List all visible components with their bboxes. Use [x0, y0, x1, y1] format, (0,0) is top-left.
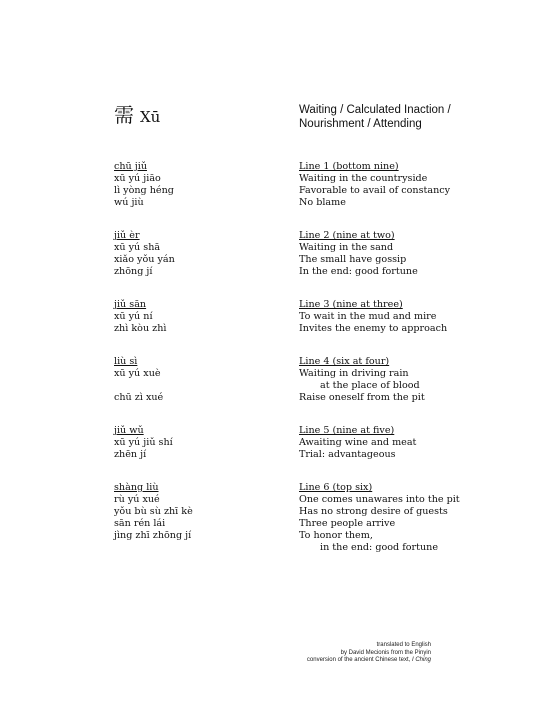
section-3-pinyin-1: xū yú ní	[114, 311, 153, 322]
section-6-english-1: One comes unawares into the pit	[299, 494, 460, 505]
section-2-english-3: In the end: good fortune	[299, 266, 418, 277]
section-4-pinyin-title: liù sì	[114, 356, 138, 367]
section-3-pinyin-2: zhì kòu zhì	[114, 323, 167, 334]
section-5-pinyin-1: xū yú jiǔ shí	[114, 437, 173, 448]
section-1-pinyin-2: lì yòng héng	[114, 185, 174, 196]
hexagram-title	[114, 104, 160, 126]
section-6-english-3: Three people arrive	[299, 518, 396, 529]
section-2-pinyin-3: zhōng jí	[114, 266, 153, 277]
section-1-english-2: Favorable to avail of constancy	[299, 185, 451, 196]
section-1-pinyin-3: wú jiù	[114, 197, 144, 208]
section-2-english-2: The small have gossip	[299, 254, 407, 265]
section-2-pinyin-1: xū yú shā	[114, 242, 161, 253]
hexagram-glyph: 需	[114, 103, 134, 127]
section-4-english-1: Waiting in driving rain	[299, 368, 409, 379]
section-4-english-2: at the place of blood	[320, 380, 420, 391]
section-2-english-1: Waiting in the sand	[299, 242, 394, 253]
credit-line-3	[307, 657, 431, 665]
section-2-pinyin-title: jiǔ èr	[114, 230, 140, 241]
subtitle-line-2: Nourishment / Attending	[299, 118, 422, 130]
section-2-line-title: Line 2 (nine at two)	[299, 230, 395, 241]
section-3-english-1: To wait in the mud and mire	[299, 311, 437, 322]
section-1-pinyin-1: xū yú jiāo	[114, 173, 161, 184]
section-5-pinyin-2: zhēn jí	[114, 449, 147, 460]
section-6-english-2: Has no strong desire of guests	[299, 506, 448, 517]
section-3-pinyin-title: jiǔ sān	[114, 299, 147, 310]
translation-credit	[307, 642, 431, 665]
section-4-pinyin-2: chū zì xué	[114, 392, 164, 403]
section-6-pinyin-title: shàng liù	[114, 482, 159, 493]
section-2-pinyin-2: xiǎo yǒu yán	[114, 254, 175, 265]
credit-line-1: translated to English	[376, 642, 431, 648]
hexagram-subtitle	[299, 103, 451, 131]
section-6-pinyin-1: rù yú xué	[114, 494, 160, 505]
section-1-english-3: No blame	[299, 197, 346, 208]
credit-line-2: by David Mecionis from the Pinyin	[340, 649, 431, 656]
section-6-pinyin-2: yǒu bù sù zhī kè	[114, 506, 193, 517]
hexagram-pinyin: Xū	[140, 108, 161, 126]
section-3-english-2: Invites the enemy to approach	[299, 323, 448, 334]
credit-book-title: I Ching	[411, 657, 431, 663]
section-6-pinyin-3: sān rén lái	[114, 518, 166, 529]
section-4-line-title: Line 4 (six at four)	[299, 356, 390, 367]
subtitle-line-1: Waiting / Calculated Inaction /	[299, 104, 451, 116]
section-5-english-2: Trial: advantageous	[299, 449, 396, 460]
section-1-english-1: Waiting in the countryside	[299, 173, 428, 184]
section-6-english-5: in the end: good fortune	[320, 542, 439, 553]
section-4-english-3: Raise oneself from the pit	[299, 392, 425, 403]
section-6-english-4: To honor them,	[299, 530, 373, 541]
section-5-pinyin-title: jiǔ wǔ	[114, 425, 144, 436]
section-3-line-title: Line 3 (nine at three)	[299, 299, 403, 310]
section-4-pinyin-1: xū yú xuè	[114, 368, 161, 379]
section-6-pinyin-4: jìng zhī zhōng jí	[114, 530, 192, 541]
section-6-line-title: Line 6 (top six)	[299, 482, 373, 493]
section-1-line-title: Line 1 (bottom nine)	[299, 161, 399, 172]
credit-line-3-text: conversion of the ancient Chinese text,	[306, 657, 411, 663]
section-5-english-1: Awaiting wine and meat	[299, 437, 417, 448]
section-5-line-title: Line 5 (nine at five)	[299, 425, 395, 436]
section-1-pinyin-title: chū jiǔ	[114, 161, 148, 172]
